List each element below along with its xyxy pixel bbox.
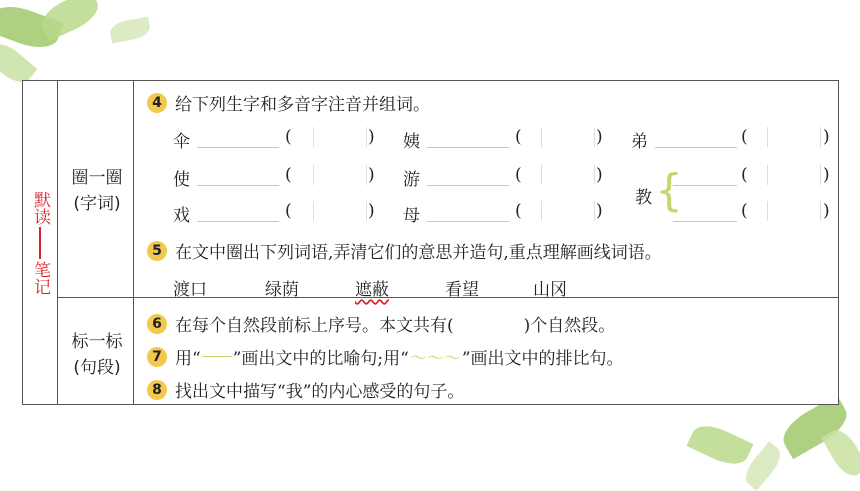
pinyin-open-paren: ( <box>741 165 748 185</box>
pinyin-open-paren: ( <box>515 127 522 147</box>
char-di: 弟 <box>631 132 648 152</box>
vocab-word[interactable]: 山冈 <box>533 280 567 300</box>
pinyin-box[interactable] <box>767 165 821 185</box>
question-8-text: 找出文中描写“我”的内心感受的句子。 <box>175 382 465 402</box>
side-divider <box>39 227 41 259</box>
question-6-text-after: )个自然段。 <box>523 316 616 336</box>
question-7-part-2: ”画出文中的比喻句;用“ <box>232 349 409 369</box>
pinyin-open-paren: ( <box>741 127 748 147</box>
pinyin-box[interactable] <box>313 165 367 185</box>
column-divider <box>57 81 58 404</box>
word-blank[interactable] <box>427 147 509 148</box>
section-mark-title: 标一标 <box>71 332 123 352</box>
pinyin-close-paren: ) <box>823 201 830 221</box>
word-blank[interactable] <box>197 221 279 222</box>
pinyin-box[interactable] <box>541 127 595 147</box>
pinyin-box[interactable] <box>541 165 595 185</box>
decorative-leaf <box>686 419 753 472</box>
section-circle-label <box>59 165 135 217</box>
worksheet-table <box>22 80 839 405</box>
side-label-bottom: 笔记 <box>30 260 50 295</box>
pinyin-open-paren: ( <box>515 201 522 221</box>
char-san: 伞 <box>173 132 190 152</box>
char-jiao: 教 <box>635 188 652 208</box>
side-label-top: 默读 <box>30 190 50 225</box>
question-number-badge: 8 <box>147 380 167 400</box>
pinyin-open-paren: ( <box>515 165 522 185</box>
section-circle-title: 圈一圈 <box>71 168 123 188</box>
word-blank[interactable] <box>427 221 509 222</box>
pinyin-close-paren: ) <box>596 165 603 185</box>
word-blank[interactable] <box>197 185 279 186</box>
word-blank[interactable] <box>655 147 737 148</box>
pinyin-close-paren: ) <box>368 201 375 221</box>
pinyin-box[interactable] <box>313 127 367 147</box>
section-circle-sub: (字词) <box>73 194 121 214</box>
question-5 <box>147 238 662 263</box>
pinyin-open-paren: ( <box>741 201 748 221</box>
decorative-leaf <box>109 17 152 44</box>
straight-line-symbol <box>202 356 232 357</box>
brace-icon: { <box>655 165 683 216</box>
vocab-word[interactable]: 渡口 <box>173 280 207 300</box>
word-blank[interactable] <box>197 147 279 148</box>
decorative-leaf <box>821 425 860 481</box>
char-mu: 母 <box>403 206 420 226</box>
question-8 <box>147 377 464 402</box>
vocab-word[interactable]: 绿荫 <box>265 280 299 300</box>
pinyin-close-paren: ) <box>368 127 375 147</box>
pinyin-open-paren: ( <box>285 165 292 185</box>
pinyin-close-paren: ) <box>823 165 830 185</box>
question-7-part-3: ”画出文中的排比句。 <box>461 349 624 369</box>
word-blank[interactable] <box>673 185 737 186</box>
section-mark-label <box>59 329 135 381</box>
char-you: 游 <box>403 170 420 190</box>
question-6 <box>147 311 615 336</box>
pinyin-box[interactable] <box>767 201 821 221</box>
char-shi: 使 <box>173 170 190 190</box>
word-blank[interactable] <box>427 185 509 186</box>
pinyin-close-paren: ) <box>596 127 603 147</box>
side-label <box>23 81 57 404</box>
decorative-leaf <box>36 0 103 41</box>
char-yi: 姨 <box>403 132 420 152</box>
question-5-text: 在文中圈出下列词语,弄清它们的意思并造句,重点理解画线词语。 <box>175 243 662 263</box>
wavy-line-symbol: ～～～ <box>409 349 461 369</box>
char-xi: 戏 <box>173 206 190 226</box>
question-number-badge: 5 <box>147 241 167 261</box>
question-number-badge: 4 <box>147 93 167 113</box>
section-mark-sub: (句段) <box>73 358 121 378</box>
question-number-badge: 7 <box>147 347 167 367</box>
question-7-part-1: 用“ <box>175 349 201 369</box>
pinyin-box[interactable] <box>767 127 821 147</box>
question-number-badge: 6 <box>147 314 167 334</box>
vocab-word[interactable]: 看望 <box>445 280 479 300</box>
pinyin-open-paren: ( <box>285 127 292 147</box>
pinyin-open-paren: ( <box>285 201 292 221</box>
pinyin-close-paren: ) <box>596 201 603 221</box>
question-4 <box>147 90 430 115</box>
content-area <box>135 81 838 404</box>
pinyin-close-paren: ) <box>368 165 375 185</box>
question-6-text-before: 在每个自然段前标上序号。本文共有( <box>175 316 454 336</box>
question-7 <box>147 344 624 369</box>
pinyin-box[interactable] <box>541 201 595 221</box>
question-4-text: 给下列生字和多音字注音并组词。 <box>175 95 430 115</box>
word-blank[interactable] <box>673 221 737 222</box>
pinyin-box[interactable] <box>313 201 367 221</box>
pinyin-close-paren: ) <box>823 127 830 147</box>
vocab-word-underlined[interactable]: 遮蔽 <box>355 280 389 300</box>
